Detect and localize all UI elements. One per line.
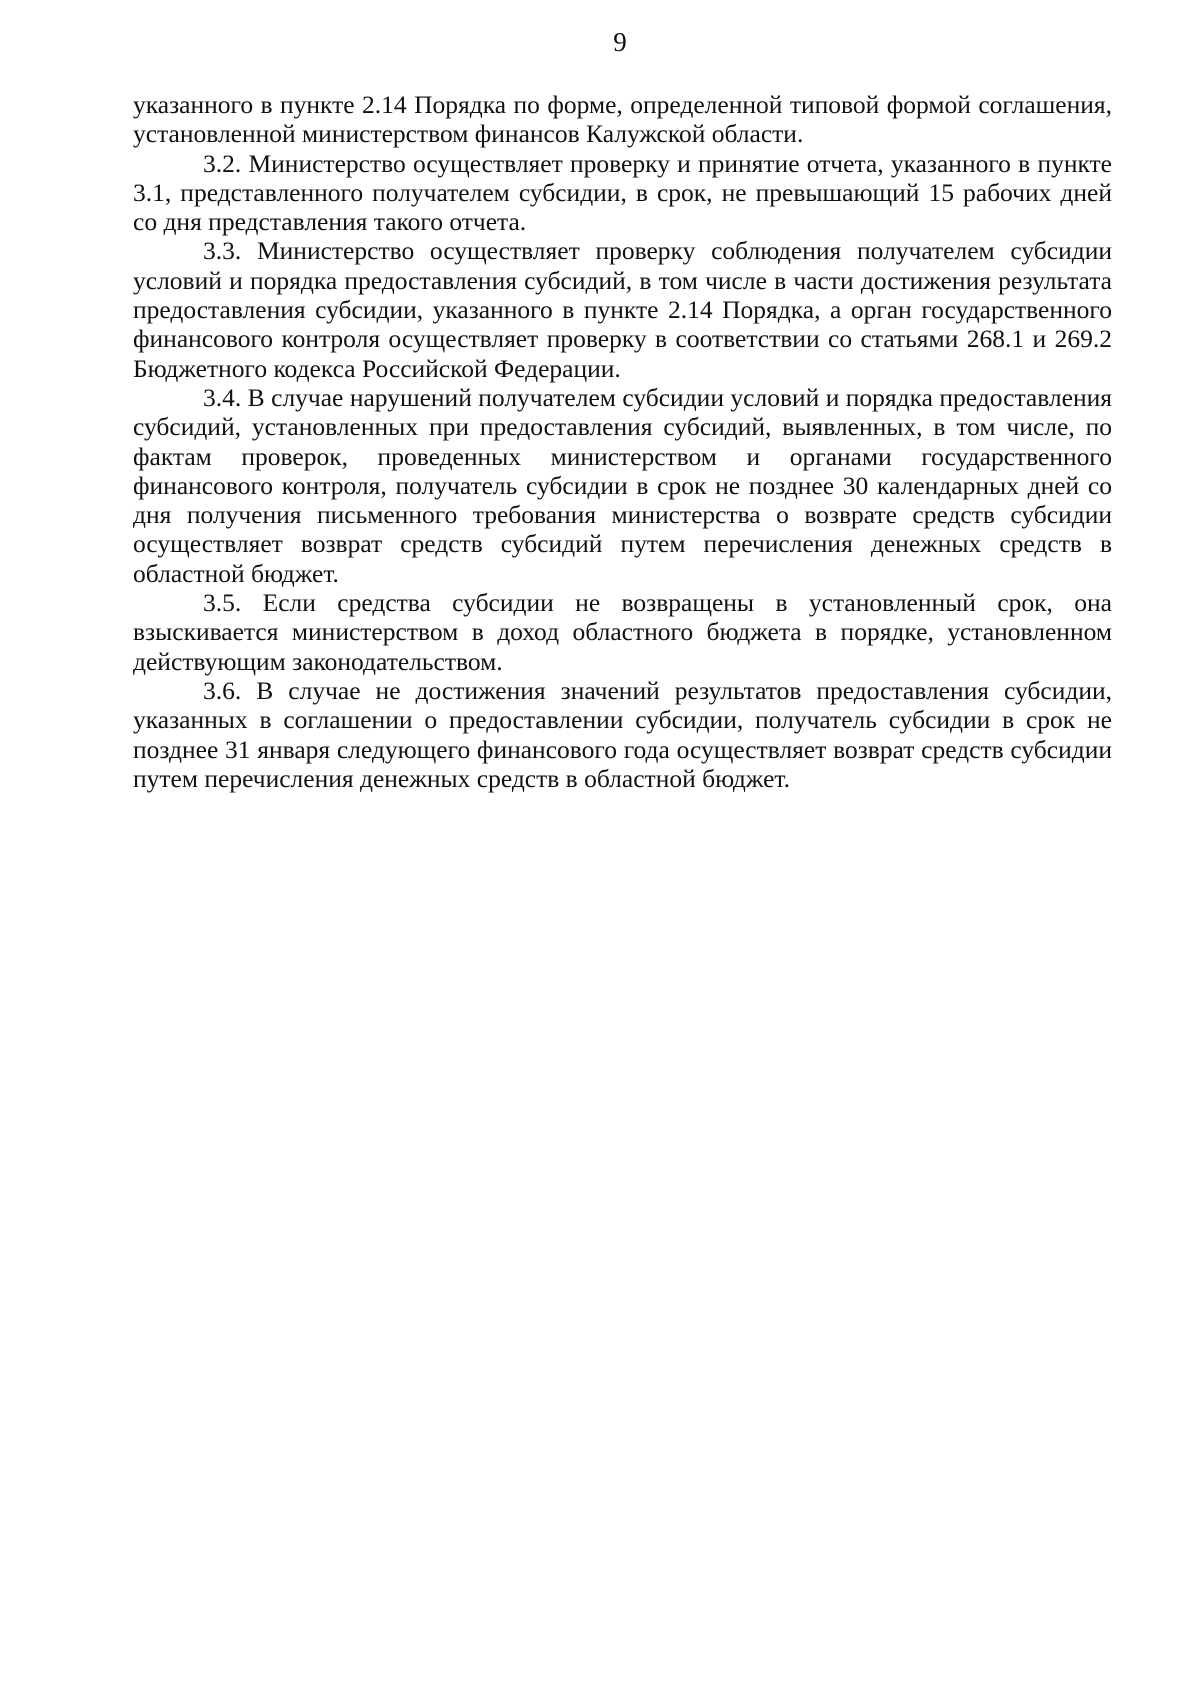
paragraph-3-2: 3.2. Министерство осуществляет проверку и принятие отчета, указанного в пункте 3.1, представленного получателем субсидии, в срок, не превышающий 15 рабочих дней со дня представления такого отчета. (133, 148, 1112, 237)
page-number: 9 (613, 27, 627, 57)
document-body (133, 90, 1112, 793)
paragraph-3-3: 3.3. Министерство осуществляет проверку соблюдения получателем субсидии условий и порядка предоставления субсидий, в том числе в части достижения результата предоставления субсидии, указанного в пункте 2.14 Порядка, а орган государственного финансового контроля осуществляет проверку в соответствии со статьями 268.1 и 269.2 Бюджетного кодекса Российской Федерации. (133, 236, 1112, 383)
paragraph-3-5: 3.5. Если средства субсидии не возвращены в установленный срок, она взыскивается министерством в доход областного бюджета в порядке, установленном действующим законодательством. (133, 588, 1112, 676)
paragraph-3-6: 3.6. В случае не достижения значений результатов предоставления субсидии, указанных в соглашении о предоставлении субсидии, получатель субсидии в срок не позднее 31 января следующего финансового года осуществляет возврат средств субсидии путем перечисления денежных средств в областной бюджет. (133, 675, 1112, 793)
paragraph-3-4: 3.4. В случае нарушений получателем субсидии условий и порядка предоставления субсидий, установленных при предоставления субсидий, выявленных, в том числе, по фактам проверок, проведенных министерством и органами государственного финансового контроля, получатель субсидии в срок не позднее 30 календарных дней со дня получения письменного требования министерства о возврате средств субсидии осуществляет возврат средств субсидий путем перечисления денежных средств в областной бюджет. (133, 382, 1112, 588)
paragraph-continuation: указанного в пункте 2.14 Порядка по форме, определенной типовой формой соглашения, установленной министерством финансов Калужской области. (133, 90, 1112, 149)
